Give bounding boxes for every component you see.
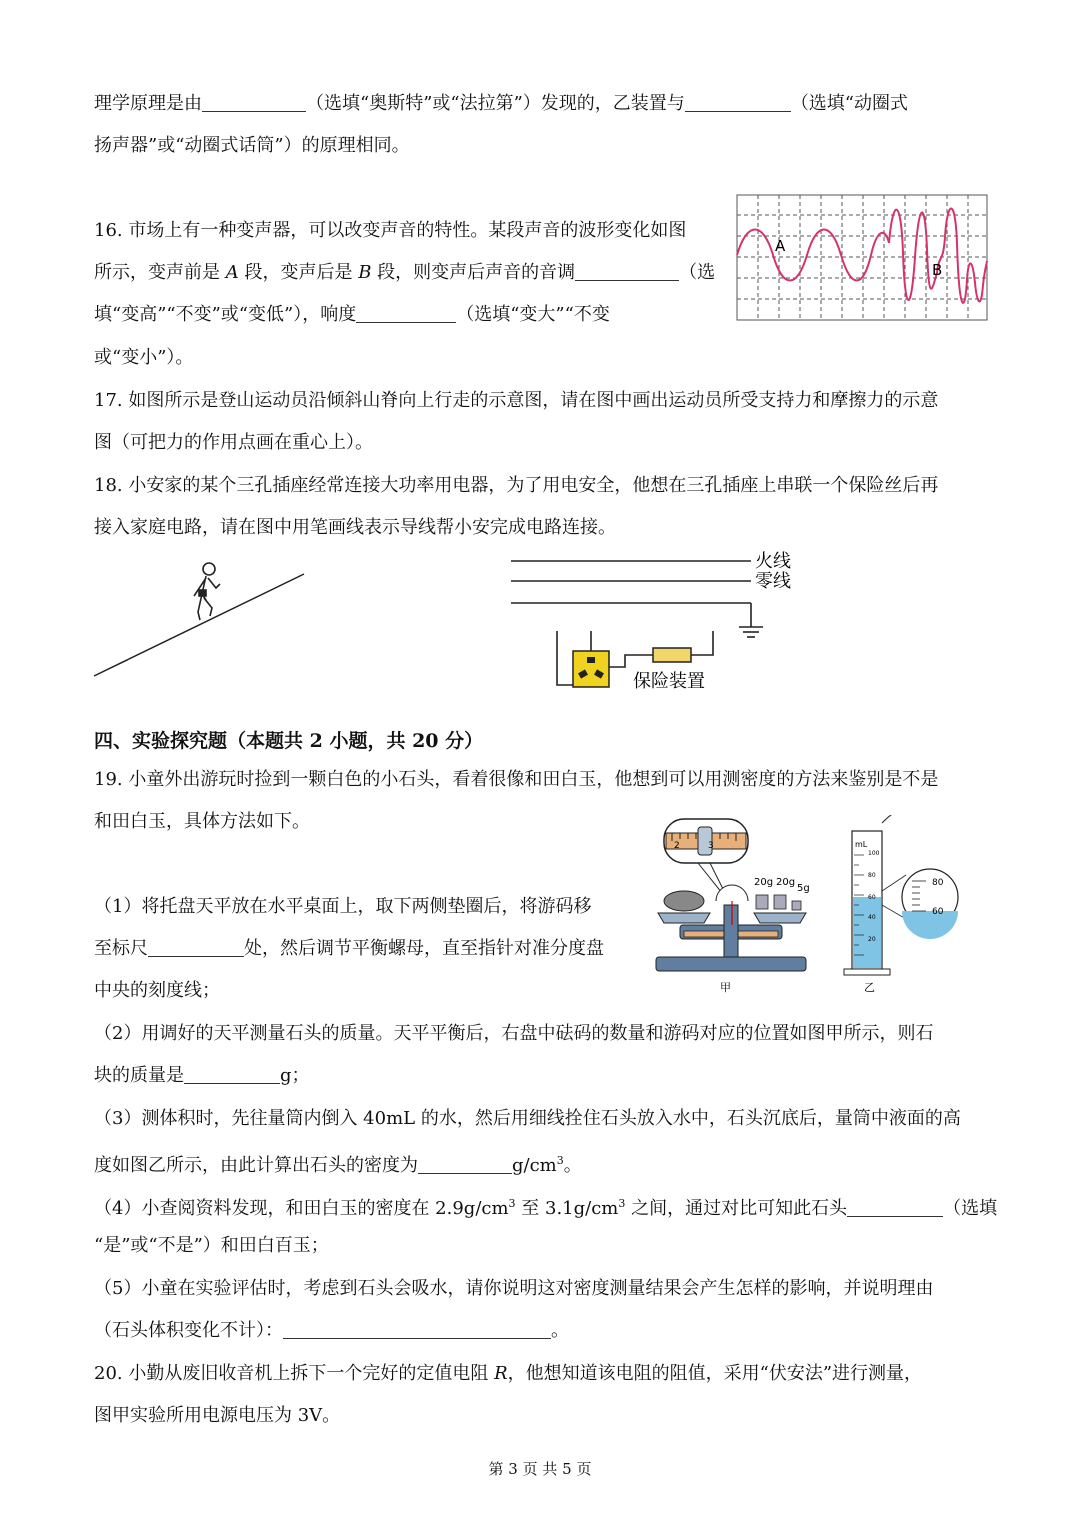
- svg-text:mL: mL: [855, 840, 868, 849]
- q19-part3-line-2: 度如图乙所示，由此计算出石头的密度为 $g/cm^3$。: [94, 1154, 582, 1176]
- q19-part1-line-1: （1）将托盘天平放在水平桌面上，取下两侧垫圈后，将游码移: [94, 896, 592, 917]
- svg-text:3: 3: [708, 841, 714, 851]
- balance-icon: [656, 877, 810, 971]
- answer-blank[interactable]: [148, 938, 244, 957]
- three-pin-socket-icon: [573, 651, 609, 687]
- svg-text:80: 80: [932, 878, 944, 888]
- wave-segment-b: [889, 208, 987, 302]
- q16-line-1: 16. 市场上有一种变声器，可以改变声音的特性。某段声音的波形变化如图: [94, 220, 687, 241]
- svg-text:20g: 20g: [754, 877, 774, 888]
- answer-blank[interactable]: [283, 1320, 551, 1339]
- answer-blank[interactable]: [418, 1155, 512, 1174]
- svg-text:60: 60: [932, 907, 944, 917]
- q19-part4-line-1: （4）小查阅资料发现，和田白玉的密度在 $2.9g/cm^3$ 至 $3.1g/cm^3$ 之间，通过对比可知此石头 （选填: [94, 1197, 998, 1219]
- ground-icon: [739, 627, 763, 637]
- q19-line-2: 和田白玉，具体方法如下。: [94, 811, 310, 832]
- svg-text:20: 20: [868, 936, 876, 943]
- svg-text:40: 40: [868, 914, 876, 921]
- circuit-figure: [505, 547, 805, 694]
- q20-line-2: 图甲实验所用电源电压为 3V。: [94, 1405, 341, 1426]
- svg-text:2: 2: [674, 841, 680, 851]
- q19-part5-line-1: （5）小童在实验评估时，考虑到石头会吸水，请你说明这对密度测量结果会产生怎样的影响，并说明理由: [94, 1278, 934, 1299]
- q18-line-2: 接入家庭电路，请在图中用笔画线表示导线帮小安完成电路连接。: [94, 517, 616, 538]
- answer-blank[interactable]: [685, 93, 791, 112]
- q15-line-1: 理学原理是由 （选填“奥斯特”或“法拉第”）发现的，乙装置与 （选填“动圈式: [94, 93, 909, 114]
- weight-icon: [756, 895, 768, 909]
- wave-segment-a: [737, 230, 889, 281]
- climber-icon: [194, 563, 220, 620]
- q19-part5-line-2: （石头体积变化不计）： 。: [94, 1320, 569, 1341]
- answer-blank[interactable]: [356, 304, 456, 323]
- svg-text:100: 100: [868, 850, 880, 857]
- stone-icon: [664, 891, 704, 911]
- weight-icon: [792, 901, 801, 910]
- neutral-wire-label: 零线: [755, 571, 791, 592]
- q19-part4-line-2: “是”或“不是”）和田白百玉；: [94, 1235, 329, 1256]
- q19-part2-line-2: 块的质量是 g；: [94, 1065, 310, 1086]
- answer-blank[interactable]: [575, 262, 679, 281]
- live-wire-label: 火线: [755, 551, 791, 572]
- answer-blank[interactable]: [202, 93, 306, 112]
- q16-line-4: 或“变小”）。: [94, 347, 194, 368]
- q16-line-2: 所示，变声前是 A 段，变声后是 B 段，则变声后声音的音调 （选: [94, 262, 716, 283]
- balance-cylinder-figure: [650, 815, 960, 997]
- svg-text:80: 80: [868, 872, 876, 879]
- section-heading: 四、实验探究题（本题共 2 小题，共 20 分）: [94, 730, 484, 752]
- q16-line-3: 填“变高”“不变”或“变低”），响度 （选填“变大”“不变: [94, 304, 610, 325]
- climber-figure: [90, 560, 310, 682]
- q19-part1-line-2: 至标尺 处，然后调节平衡螺母，直至指针对准分度盘: [94, 938, 604, 959]
- q17-line-2: 图（可把力的作用点画在重心上）。: [94, 432, 373, 453]
- cylinder-zoom: [882, 869, 958, 939]
- measuring-cylinder-icon: [844, 815, 894, 975]
- answer-blank[interactable]: [847, 1198, 943, 1217]
- fuse-device: [653, 648, 691, 662]
- rider-scale-zoom: [664, 819, 748, 893]
- q19-part1-line-3: 中央的刻度线；: [94, 980, 220, 1001]
- q18-line-1: 18. 小安家的某个三孔插座经常连接大功率用电器，为了用电安全，他想在三孔插座上串联一个保险丝后再: [94, 475, 939, 496]
- wave-label-b: B: [932, 261, 943, 279]
- page-number: 第 3 页 共 5 页: [488, 1460, 592, 1478]
- q19-part3-line-1: （3）测体积时，先往量筒内倒入 40mL 的水，然后用细线拴住石头放入水中，石头沉底后，量筒中液面的高: [94, 1108, 961, 1129]
- weight-icon: [774, 895, 786, 909]
- figure-label-jia: 甲: [720, 981, 731, 994]
- q19-line-1: 19. 小童外出游玩时捡到一颗白色的小石头，看着很像和田白玉，他想到可以用测密度的方法来鉴别是不是: [94, 769, 939, 790]
- svg-text:5g: 5g: [797, 883, 810, 894]
- svg-text:60: 60: [868, 894, 876, 901]
- waveform-figure: [735, 193, 989, 323]
- q20-line-1: 20. 小勤从废旧收音机上拆下一个完好的定值电阻 R，他想知道该电阻的阻值，采用“伏安法”进行测量，: [94, 1363, 923, 1384]
- q15-line-2: 扬声器”或“动圈式话筒”）的原理相同。: [94, 135, 410, 156]
- water-fill: [853, 897, 881, 968]
- fuse-label: 保险装置: [633, 671, 705, 692]
- figure-label-yi: 乙: [864, 981, 875, 994]
- q17-line-1: 17. 如图所示是登山运动员沿倾斜山脊向上行走的示意图，请在图中画出运动员所受支持力和摩擦力的示意: [94, 390, 939, 411]
- answer-blank[interactable]: [184, 1065, 280, 1084]
- svg-text:20g: 20g: [776, 877, 796, 888]
- wave-label-a: A: [775, 237, 786, 255]
- q19-part2-line-1: （2）用调好的天平测量石头的质量。天平平衡后，右盘中砝码的数量和游码对应的位置如图甲所示，则石: [94, 1023, 934, 1044]
